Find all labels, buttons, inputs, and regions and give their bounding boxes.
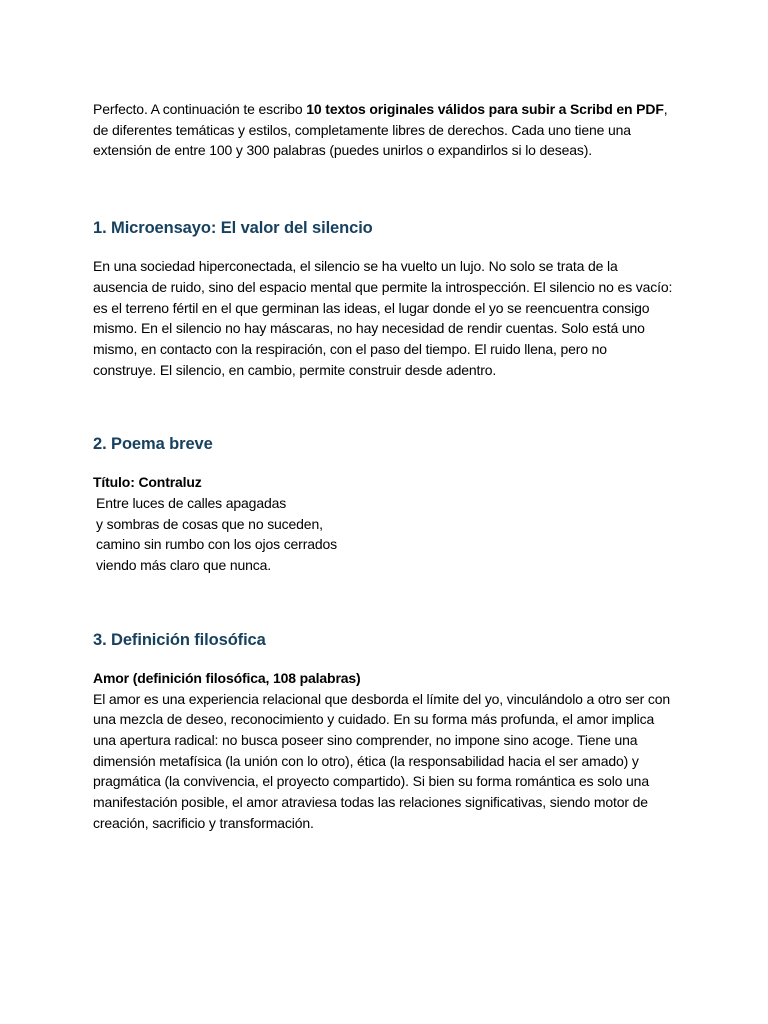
section-1-title: 1. Microensayo: El valor del silencio xyxy=(93,219,373,238)
section-2-title: 2. Poema breve xyxy=(93,435,213,454)
poem-block xyxy=(93,472,673,576)
section-3-title: 3. Definición filosófica xyxy=(93,630,266,649)
document-page xyxy=(93,99,673,833)
poem-line: viendo más claro que nunca. xyxy=(96,557,271,574)
poem-line: Entre luces de calles apagadas xyxy=(96,495,287,512)
intro-text-end: , de diferentes temáticas y estilos, completamente libres de derechos. Cada uno tiene una extensión de entre 100 y 300 palabras (puedes unirlos o expandirlos si lo deseas). xyxy=(93,101,668,159)
intro-paragraph xyxy=(93,99,673,161)
poem-title: Título: Contraluz xyxy=(93,474,202,491)
section-1-body: En una sociedad hiperconectada, el silencio se ha vuelto un lujo. No solo se trata de la ausencia de ruido, sino del espacio mental que permite la introspección. El silencio no es vacío: es el terreno fértil en el que germinan las ideas, el lugar donde el yo se reencuentra consigo mismo. En el silencio no hay máscaras, no hay necesidad de rendir cuentas. Solo está uno mismo, en contacto con la respiración, con el paso del tiempo. El ruido llena, pero no construye. El silencio, en cambio, permite construir desde adentro. xyxy=(93,258,673,378)
poem-line: y sombras de cosas que no suceden, xyxy=(96,515,323,532)
poem-line: camino sin rumbo con los ojos cerrados xyxy=(96,536,337,553)
intro-bold-text: 10 textos originales válidos para subir a Scribd en PDF xyxy=(306,101,664,117)
section-3-body: El amor es una experiencia relacional que desborda el límite del yo, vinculándolo a otro ser con una mezcla de deseo, reconocimiento y cuidado. En su forma más profunda, el amor implica una apertura radical: no busca poseer sino comprender, no impone sino acoge. Tiene una dimensión metafísica (la unión con lo otro), ética (la responsabilidad hacia el ser amado) y pragmática (la convivencia, el proyecto compartido). Si bien su forma romántica es solo una manifestación posible, el amor atraviesa todas las relaciones significativas, siendo motor de creación, sacrificio y transformación. xyxy=(93,690,671,831)
intro-text-start: Perfecto. A continuación te escribo xyxy=(93,101,307,117)
definition-heading: Amor (definición filosófica, 108 palabras) xyxy=(93,669,361,686)
